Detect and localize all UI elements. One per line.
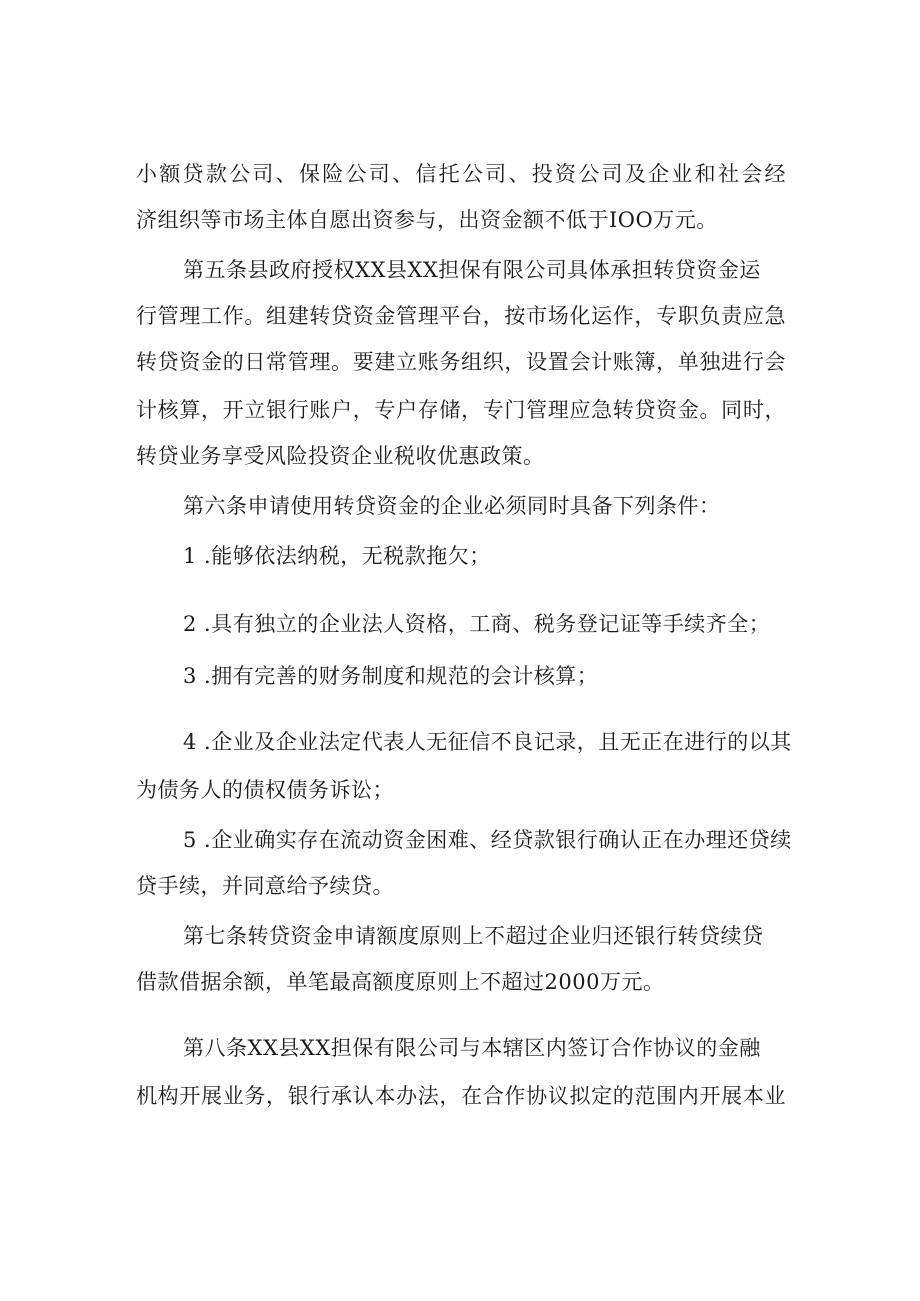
text-line: 小额贷款公司、保险公司、信托公司、投资公司及企业和社会经 — [136, 162, 786, 186]
condition-item-1: 1 .能够依法纳税，无税款拖欠； — [183, 544, 491, 568]
article-5-line: 第五条县政府授权XX县XX担保有限公司具体承担转贷资金运 — [183, 258, 761, 282]
text-line: 计核算，开立银行账户，专户存储，专门管理应急转贷资金。同时， — [136, 398, 786, 422]
article-8-line: 第八条XX县XX担保有限公司与本辖区内签订合作协议的金融 — [183, 1036, 761, 1060]
text-line: 贷手续，并同意给予续贷。 — [136, 874, 394, 898]
condition-item-5: 5 .企业确实存在流动资金困难、经贷款银行确认正在办理还贷续 — [183, 828, 792, 852]
text-line: 行管理工作。组建转贷资金管理平台，按市场化运作，专职负责应急 — [136, 304, 786, 328]
condition-item-2: 2 .具有独立的企业法人资格，工商、税务登记证等手续齐全； — [183, 612, 771, 636]
condition-item-4: 4 .企业及企业法定代表人无征信不良记录，且无正在进行的以其 — [183, 730, 792, 754]
text-line: 转贷业务享受风险投资企业税收优惠政策。 — [136, 444, 545, 468]
text-line: 为债务人的债权债务诉讼； — [136, 778, 394, 802]
text-line: 济组织等市场主体自愿出资参与，出资金额不低于IOO万元。 — [136, 208, 718, 232]
text-line: 转贷资金的日常管理。要建立账务组织，设置会计账簿，单独进行会 — [136, 350, 786, 374]
article-6-line: 第六条申请使用转贷资金的企业必须同时具备下列条件： — [183, 494, 721, 518]
condition-item-3: 3 .拥有完善的财务制度和规范的会计核算； — [183, 664, 599, 688]
text-line: 借款借据余额，单笔最高额度原则上不超过2000万元。 — [136, 970, 665, 994]
text-line: 机构开展业务，银行承认本办法，在合作协议拟定的范围内开展本业 — [136, 1084, 786, 1108]
article-7-line: 第七条转贷资金申请额度原则上不超过企业归还银行转贷续贷 — [183, 924, 764, 948]
